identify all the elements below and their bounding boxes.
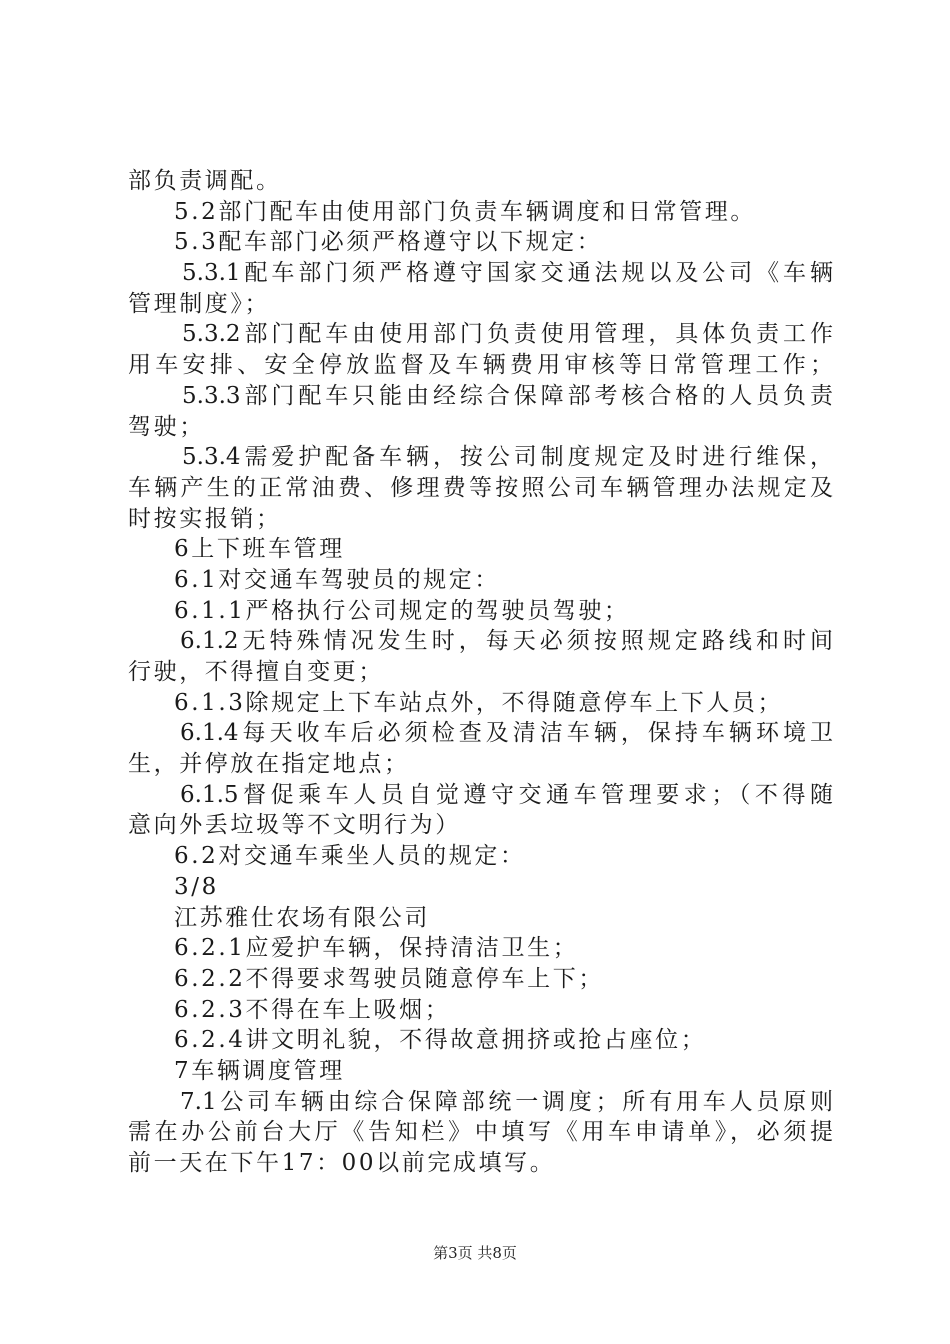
text-line: 管理制度》； (128, 290, 271, 317)
text-line: 部负责调配。 (128, 168, 282, 194)
text-line: 6.2.1应爱护车辆，保持清洁卫生； (174, 935, 579, 962)
text-line: 6.1.3除规定上下车站点外，不得随意停车上下人员； (174, 689, 784, 716)
text-line: 时按实报销； (128, 505, 282, 532)
text-line: 6.1.5督促乘车人员自觉遵守交通车管理要求；（不得随 (180, 781, 833, 808)
text-line: 行驶，不得擅自变更； (128, 659, 384, 685)
text-line: 需在办公前台大厅《告知栏》中填写《用车申请单》，必须提 (128, 1119, 833, 1146)
section-heading: 6上下班车管理 (174, 536, 345, 563)
text-line: 5.3.4需爱护配备车辆，按公司制度规定及时进行维保， (182, 444, 833, 471)
text-line: 5.3.2部门配车由使用部门负责使用管理，具体负责工作 (182, 321, 833, 348)
section-heading: 7车辆调度管理 (174, 1057, 345, 1084)
text-line: 6.2.4讲文明礼貌，不得故意拥挤或抢占座位； (174, 1027, 707, 1054)
text-line: 5.3.1配车部门须严格遵守国家交通法规以及公司《车辆 (182, 260, 833, 287)
text-line: 用车安排、安全停放监督及车辆费用审核等日常管理工作； (128, 352, 833, 379)
page-marker: 3/8 (174, 873, 219, 900)
page-footer: 第3页 共8页 (433, 1244, 517, 1262)
text-line: 前一天在下午17：00以前完成填写。 (128, 1150, 556, 1176)
text-line: 6.1对交通车驾驶员的规定： (174, 566, 500, 593)
text-line: 驾驶； (128, 413, 205, 440)
text-line: 6.1.1严格执行公司规定的驾驶员驾驶； (174, 597, 630, 624)
text-line: 生，并停放在指定地点； (128, 751, 410, 778)
text-line: 6.1.4每天收车后必须检查及清洁车辆，保持车辆环境卫 (180, 720, 833, 747)
text-line: 意向外丢垃圾等不文明行为） (128, 812, 461, 839)
text-line: 6.1.2无特殊情况发生时，每天必须按照规定路线和时间 (180, 628, 833, 655)
text-line: 7.1公司车辆由综合保障部统一调度；所有用车人员原则 (180, 1088, 833, 1115)
text-line: 5.3.3部门配车只能由经综合保障部考核合格的人员负责 (182, 382, 833, 409)
text-line: 5.3配车部门必须严格遵守以下规定： (174, 229, 603, 256)
text-line: 6.2.2不得要求驾驶员随意停车上下； (174, 965, 604, 992)
text-line: 6.2对交通车乘坐人员的规定： (174, 843, 526, 870)
document-body (128, 166, 833, 1179)
text-line: 6.2.3不得在车上吸烟； (174, 996, 451, 1023)
text-line: 5.2部门配车由使用部门负责车辆调度和日常管理。 (174, 198, 756, 225)
company-name: 江苏雅仕农场有限公司 (174, 904, 430, 931)
text-line: 车辆产生的正常油费、修理费等按照公司车辆管理办法规定及 (128, 474, 833, 501)
